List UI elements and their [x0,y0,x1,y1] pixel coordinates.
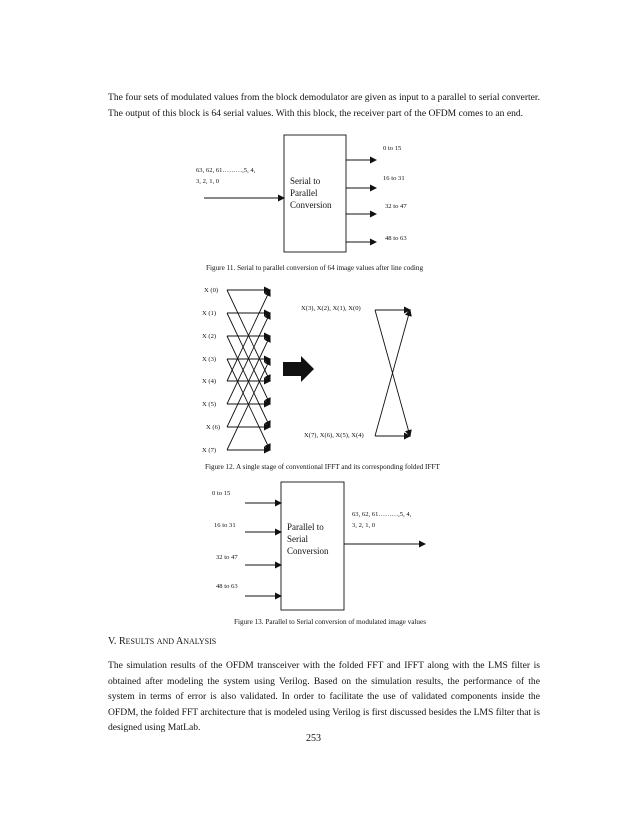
fig12-input-label-4: X (4) [202,378,217,385]
figure-11 [196,135,407,252]
fig11-output-label-2: 32 to 47 [385,203,407,210]
section-title-esults: ESULTS [125,637,155,646]
fig11-output-label-0: 0 to 15 [383,145,402,152]
section-title-r: R [118,636,126,647]
fig12-input-label-6: X (6) [206,424,221,431]
fig12-input-label-1: X (1) [202,310,217,317]
figure-12-caption: Figure 12. A single stage of conventional IFFT and its corresponding folded IFFT [205,463,440,471]
figure-11-caption: Figure 11. Serial to parallel conversion of 64 image values after line coding [206,264,424,272]
section-heading [108,636,216,647]
fig13-input-label-3: 48 to 63 [216,583,238,590]
fig11-box-line-1: Serial to [290,176,321,186]
fig13-output-label-1: 63, 62, 61………,5, 4, [352,511,412,518]
fig11-output-label-3: 48 to 63 [385,235,407,242]
fig12-input-label-2: X (2) [202,333,217,340]
fig12-top-label: X(3), X(2), X(1), X(0) [301,305,361,312]
figure-12 [202,287,410,454]
fig13-input-label-1: 16 to 31 [214,522,236,529]
transform-arrow-icon [283,356,314,382]
fig12-input-label-3: X (3) [202,356,217,363]
fig12-input-label-5: X (5) [202,401,217,408]
fig13-box-line-2: Serial [287,534,308,544]
fig11-output-label-1: 16 to 31 [383,175,405,182]
page-number: 253 [306,733,321,744]
section-title-nalysis: NALYSIS [183,637,217,646]
section-title-and: AND [156,637,175,646]
fig12-input-label-0: X (0) [204,287,219,294]
fig12-input-label-7: X (7) [202,447,217,454]
fig13-box-line-1: Parallel to [287,522,324,532]
results-paragraph: The simulation results of the OFDM transceiver with the folded FFT and IFFT along with the LMS filter is obtained after modeling the system using Verilog. Based on the simulation results, the performance of the system in terms of error is also validated. In order to facilitate the use of validated components inside the OFDM, the folded FFT architecture that is modeled using Verilog is first discussed besides the LMS filter that is designed using MatLab. [108,660,540,733]
section-title-a: A [176,636,184,647]
intro-paragraph: The four sets of modulated values from the block demodulator are given as input to a parallel to serial converter. The output of this block is 64 serial values. With this block, the receiver part of the OFDM comes to an end. [108,92,540,119]
fig11-box-line-3: Conversion [290,200,332,210]
fig11-input-label-2: 3, 2, 1, 0 [196,178,220,185]
fig13-input-label-0: 0 to 15 [212,490,231,497]
fig11-input-label-1: 63, 62, 61………,5, 4, [196,167,256,174]
fig12-bottom-label: X(7), X(6), X(5), X(4) [304,432,364,439]
fig13-input-label-2: 32 to 47 [216,554,238,561]
figure-13 [212,482,425,610]
figure-13-caption: Figure 13. Parallel to Serial conversion of modulated image values [234,618,427,626]
fig11-box-line-2: Parallel [290,188,318,198]
section-number: V. [108,636,117,647]
fig13-box-line-3: Conversion [287,546,329,556]
fig13-output-label-2: 3, 2, 1, 0 [352,522,376,529]
